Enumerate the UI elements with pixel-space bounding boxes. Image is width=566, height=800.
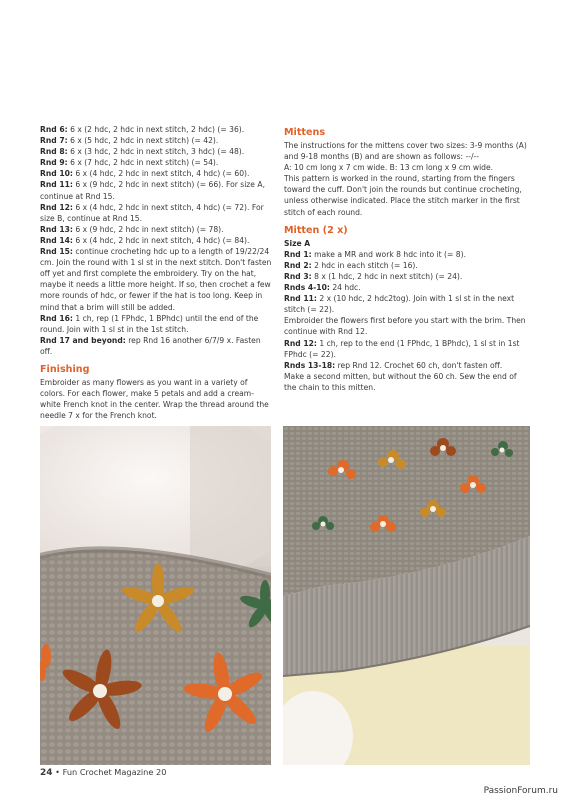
finishing-text: Embroider as many flowers as you want in a variety of colors. For each flower, make 5 petals and add a cream-white French knot in the center. Wrap the thread around the needle 7 x for the French knot. (40, 377, 269, 421)
round-rnd17: Rnd 17 and beyond: rep Rnd 16 another 6/7/9 x. Fasten off. (40, 335, 261, 356)
round-rnd15: Rnd 15: continue crocheting hdc up to a length of 19/22/24 cm. Join the round with 1 sl st in the next stitch. Don't fasten off yet and first complete the embroidery. Try on the hat, maybe it needs a little more height. If so, then crochet a few more rounds of hdc, or fewer if the hat is too long. Keep in mind that a brim will still be added. (40, 247, 272, 312)
round-rnd11: Rnd 11: 6 x (9 hdc, 2 hdc in next stitch) (= 66). For size A, continue at Rnd 15. (40, 180, 265, 201)
size-label: Size A (284, 238, 311, 248)
mittens-sizes: A: 10 cm long x 7 cm wide. B: 13 cm long x 9 cm wide. (284, 163, 494, 173)
round-rnd13: Rnd 13: 6 x (9 hdc, 2 hdc in next stitch) (= 78). (40, 224, 224, 234)
round-rnd9: Rnd 9: 6 x (7 hdc, 2 hdc in next stitch) (= 54). (40, 158, 219, 168)
round-mitten-rnd2: Rnd 2: 2 hdc in each stitch (= 16). (284, 260, 418, 270)
round-mitten-rnd12: Rnd 12: 1 ch, rep to the end (1 FPhdc, 1 BPhdc), 1 sl st in 1st FPhdc (= 22). (284, 338, 520, 359)
round-mitten-rnd4-10: Rnds 4-10: 24 hdc. (284, 283, 361, 293)
embroider-text: Embroider the flowers first before you start with the brim. Then continue with Rnd 12. (284, 316, 526, 337)
round-mitten-rnd11: Rnd 11: 2 x (10 hdc, 2 hdc2tog). Join with 1 sl st in the next stitch (= 22). (284, 294, 515, 315)
round-rnd8: Rnd 8: 6 x (3 hdc, 2 hdc in next stitch, 3 hdc) (= 48). (40, 147, 245, 157)
right-text-column (284, 124, 530, 393)
hat-closeup-illustration (40, 426, 271, 765)
watermark: PassionForum.ru (483, 786, 558, 796)
round-rnd12: Rnd 12: 6 x (4 hdc, 2 hdc in next stitch, 4 hdc) (= 72). For size B, continue at Rnd 15. (40, 202, 264, 223)
round-rnd7: Rnd 7: 6 x (5 hdc, 2 hdc in next stitch) (= 42). (40, 136, 219, 146)
hat-cuff-photo (283, 426, 530, 765)
closing-text: Make a second mitten, but without the 60 ch. Sew the end of the chain to this mitten. (284, 371, 517, 392)
page-footer (40, 767, 166, 778)
round-rnd14: Rnd 14: 6 x (4 hdc, 2 hdc in next stitch, 4 hdc) (= 84). (40, 235, 250, 245)
round-mitten-rnd13-18: Rnds 13-18: rep Rnd 12. Crochet 60 ch, don't fasten off. (284, 360, 503, 370)
round-rnd6: Rnd 6: 6 x (2 hdc, 2 hdc in next stitch, 2 hdc) (= 36). (40, 125, 245, 134)
hat-cuff-illustration (283, 426, 530, 765)
left-text-column (40, 124, 272, 421)
mitten-heading: Mitten (2 x) (284, 224, 348, 236)
hat-closeup-photo (40, 426, 271, 765)
finishing-heading: Finishing (40, 363, 90, 375)
mittens-intro: The instructions for the mittens cover two sizes: 3-9 months (A) and 9-18 months (B) and are shown as follows: --/-- (284, 141, 527, 162)
page-number: 24 (40, 768, 53, 778)
footer-bullet: • (55, 767, 60, 777)
mittens-instructions: This pattern is worked in the round, starting from the fingers toward the cuff. Don't join the rounds but continue crocheting, unless otherwise indicated. Place the stitch marker in the first stitch of each round. (284, 174, 522, 217)
magazine-title: Fun Crochet Magazine 20 (62, 767, 167, 777)
mittens-heading: Mittens (284, 127, 326, 138)
round-mitten-rnd3: Rnd 3: 8 x (1 hdc, 2 hdc in next stitch) (= 24). (284, 271, 463, 281)
round-rnd16: Rnd 16: 1 ch, rep (1 FPhdc, 1 BPhdc) until the end of the round. Join with 1 sl st in the 1st stitch. (40, 313, 259, 334)
round-rnd10: Rnd 10: 6 x (4 hdc, 2 hdc in next stitch, 4 hdc) (= 60). (40, 169, 250, 179)
round-mitten-rnd1: Rnd 1: make a MR and work 8 hdc into it (= 8). (284, 249, 467, 259)
